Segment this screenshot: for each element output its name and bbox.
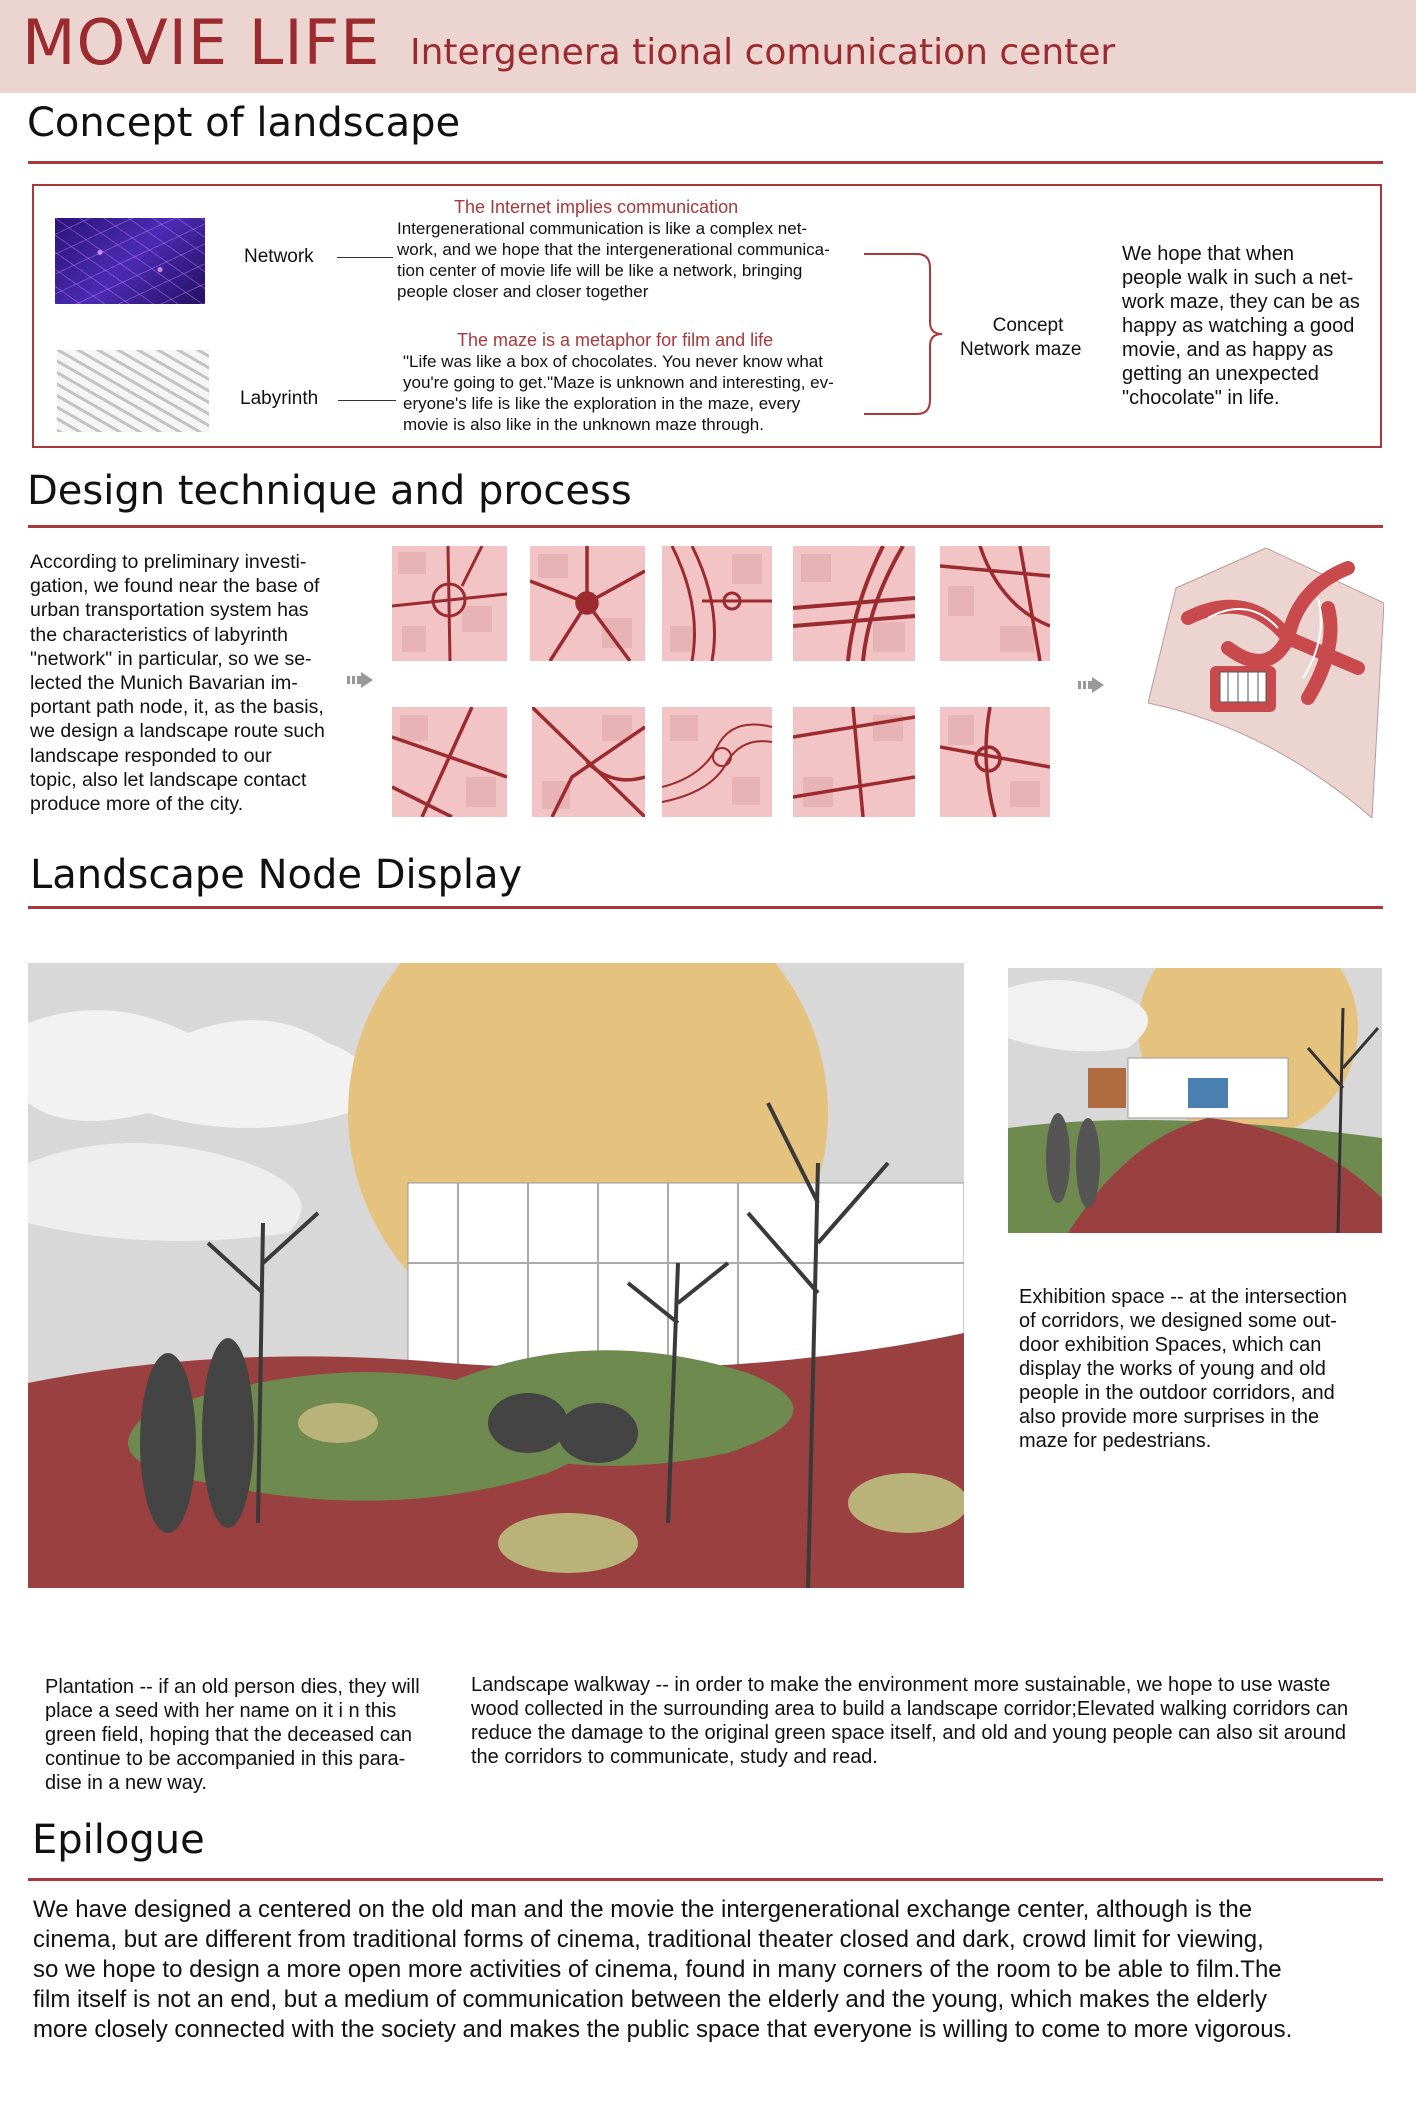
path-map-tile	[662, 546, 772, 661]
path-map-tile	[793, 546, 915, 661]
node-display-heading: Landscape Node Display	[30, 852, 523, 898]
concept-divider	[28, 161, 1383, 164]
site-plan	[1148, 548, 1384, 818]
walkway-text: Landscape walkway -- in order to make the environment more sustainable, we hope to use waste wood collected in the surrounding area to build a landscape corridor;Elevated walking corridors can reduce the damage to the original green space itself, and old and young people can also sit around the corridors to communicate, study and read.	[471, 1674, 1349, 1768]
path-map-tile	[392, 546, 507, 661]
maze-text: "Life was like a box of chocolates. You never know what you're going to get."Maze is unknown and interesting, ev- eryone's life is like the exploration in the maze, every movie is also like in the unknown maze through.	[403, 352, 834, 434]
brace-connector	[862, 250, 942, 418]
path-map-tile	[793, 707, 915, 817]
epilogue-divider	[28, 1878, 1383, 1881]
design-description: According to preliminary investi- gation, we found near the base of urban transportation system has the characteristics of labyrinth "network" in particular, so we se- lected the Munich Bavarian im- portant path node, it, as the basis, we design a landscape route such landscape responded to our topic, also let landscape contact produce more of the city.	[30, 551, 325, 816]
path-map-tile	[940, 707, 1050, 817]
path-map-tile	[530, 546, 645, 661]
epilogue-text: We have designed a centered on the old man and the movie the intergenerational exchange center, although is the cinema, but are different from traditional forms of cinema, traditional theater closed and dark, crowd limit for viewing, so we hope to design a more open more activities of cinema, found in many corners of the room to be able to film.The film itself is not an end, but a medium of communication between the elderly and the young, which makes the elderly more closely connected with the society and makes the public space that everyone is willing to come to more vigorous.	[33, 1896, 1293, 2043]
plantation-text: Plantation -- if an old person dies, they will place a seed with her name on it i n this green field, hoping that the deceased can continue to be accompanied in this para- dise in a new way.	[45, 1676, 420, 1794]
path-map-tile	[662, 707, 772, 817]
page-subtitle: Intergenera tional comunication center	[410, 32, 1116, 73]
labyrinth-label: Labyrinth	[240, 388, 319, 409]
path-map-tile	[940, 546, 1050, 661]
network-label: Network	[244, 246, 314, 267]
maze-title: The maze is a metaphor for film and life	[457, 330, 774, 350]
concept-heading: Concept of landscape	[27, 100, 461, 146]
design-divider	[28, 525, 1383, 528]
node-display-divider	[28, 906, 1383, 909]
design-heading: Design technique and process	[27, 468, 632, 514]
network-connector	[337, 257, 393, 258]
process-arrow-icon	[1078, 677, 1104, 693]
concept-network-maze-label: Network maze	[960, 339, 1082, 360]
landscape-scene-image	[28, 963, 964, 1588]
network-title: The Internet implies communication	[454, 197, 739, 217]
page-title: MOVIE LIFE	[22, 6, 381, 79]
concept-label: Concept	[992, 315, 1064, 336]
exhibition-scene-image	[1008, 968, 1382, 1233]
labyrinth-image	[57, 350, 209, 432]
exhibition-text: Exhibition space -- at the intersection of corridors, we designed some out- door exhibition Spaces, which can display the works of young and old people in the outdoor corridors, and also provide more surprises in the maze for pedestrians.	[1019, 1286, 1347, 1452]
concept-conclusion: We hope that when people walk in such a net- work maze, they can be as happy as watching a good movie, and as happy as getting an unexpected "chocolate" in life.	[1122, 243, 1360, 409]
path-map-tile	[392, 707, 507, 817]
network-text: Intergenerational communication is like a complex net- work, and we hope that the intergenerational communica- tion center of movie life will be like a network, bringing people closer and closer together	[397, 219, 830, 301]
epilogue-heading: Epilogue	[32, 1817, 205, 1863]
process-arrow-icon	[347, 672, 373, 688]
network-image	[55, 218, 205, 304]
path-map-tile	[532, 707, 645, 817]
labyrinth-connector	[338, 400, 396, 401]
